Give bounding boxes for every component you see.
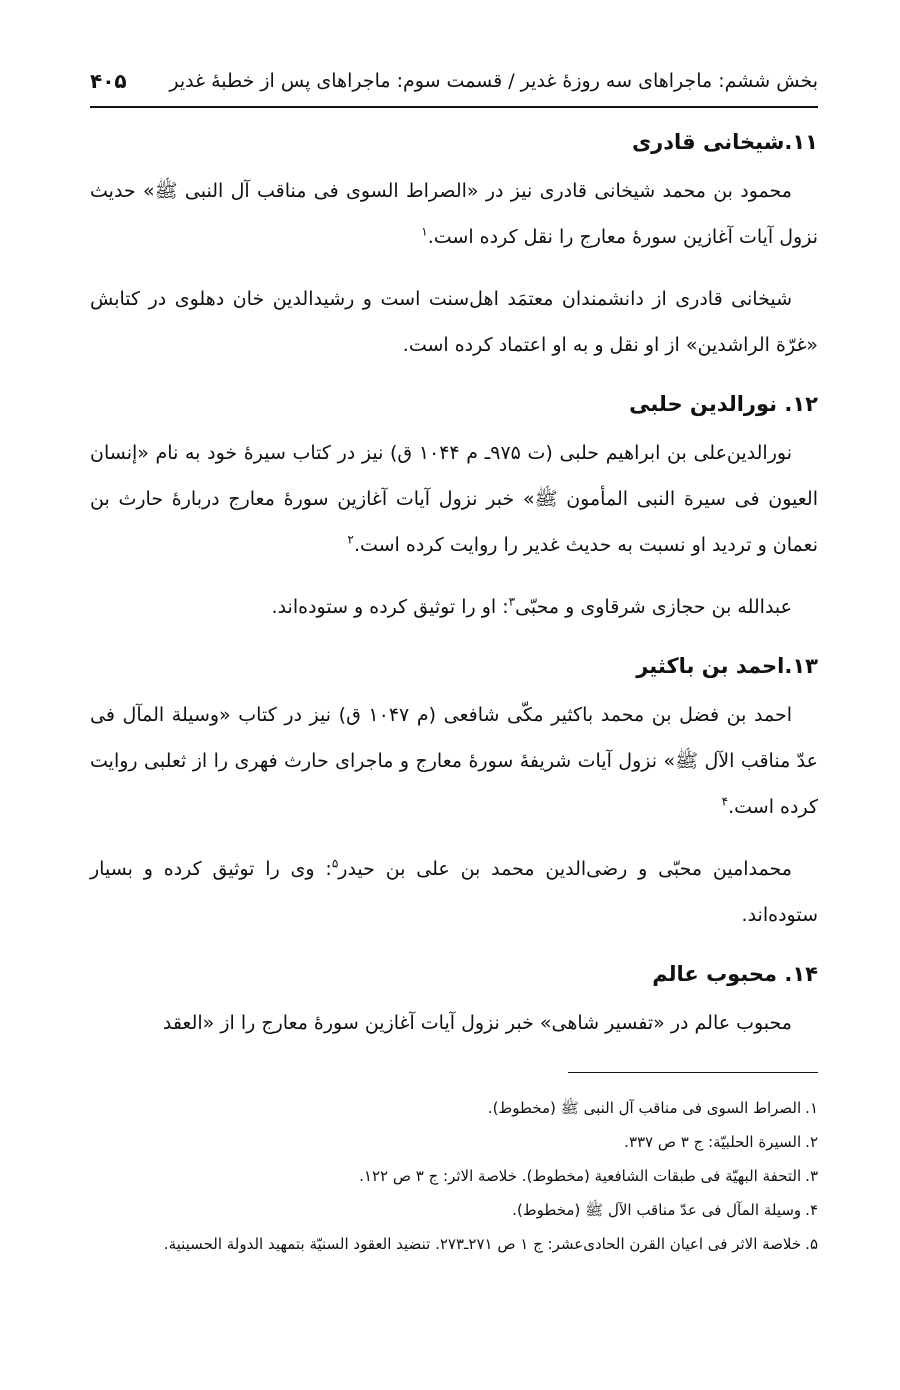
paragraph-text: محبوب عالم در «تفسیر شاهی» خبر نزول آیات آغازین سورهٔ معارج را از «العقد — [162, 1012, 792, 1034]
paragraph — [90, 1000, 818, 1046]
running-header — [90, 68, 818, 108]
footnote-number: ۴. — [805, 1201, 818, 1219]
book-page — [90, 68, 818, 1348]
paragraph-text: : وی را توثیق کرده و بسیار ستوده‌اند. — [90, 858, 818, 926]
footnote-ref[interactable]: ۱ — [421, 224, 428, 239]
footnote-number: ۲. — [805, 1133, 818, 1151]
paragraph — [90, 584, 818, 630]
footnote-text: خلاصة الاثر فی اعیان القرن الحادی‌عشر: ج ۱ ص ۲۷۱ـ۲۷۳. تنضید العقود السنیّة بتمهید الدولة الحسینیة. — [163, 1235, 802, 1253]
footnote-ref[interactable]: ۴ — [721, 794, 729, 809]
section-heading: ۱۴. محبوب عالم — [652, 962, 818, 986]
footnote — [90, 1193, 818, 1227]
paragraph-text: نورالدین‌علی بن ابراهیم حلبی (ت ۹۷۵ـ م ۱۰۴۴ ق) نیز در کتاب سیرهٔ خود به نام «إنسان العیون فی سیرة النبی المأمون ﷺ» خبر نزول آیات آغازین سورهٔ معارج دربارهٔ حارث بن نعمان و تردید او نسبت به حدیث غدیر را روایت کرده است. — [90, 442, 818, 556]
footnote-number: ۵. — [805, 1235, 818, 1253]
section-heading: ۱۱.شیخانی قادری — [631, 130, 818, 154]
footnote-text: وسیلة المآل فی عدّ مناقب الآل ﷺ (مخطوط). — [512, 1201, 802, 1219]
footnote-ref[interactable]: ۳ — [508, 594, 516, 609]
footnote-text: الصراط السوی فی مناقب آل النبی ﷺ (مخطوط). — [487, 1099, 802, 1117]
footnote — [90, 1125, 818, 1159]
footnote — [90, 1159, 818, 1193]
paragraph-text: محمود بن محمد شیخانی قادری نیز در «الصراط السوی فی مناقب آل النبی ﷺ» حدیث نزول آیات آغازین سورهٔ معارج را نقل کرده است. — [90, 180, 818, 248]
paragraph — [90, 430, 818, 568]
paragraph — [90, 846, 818, 938]
section-heading: ۱۲. نورالدین حلبی — [629, 392, 818, 416]
footnote-ref[interactable]: ۲ — [347, 532, 354, 547]
paragraph — [90, 692, 818, 830]
main-text — [90, 126, 818, 1046]
footnote — [90, 1227, 818, 1261]
paragraph-text: احمد بن فضل بن محمد باکثیر مکّی شافعی (م ۱۰۴۷ ق) نیز در کتاب «وسیلة المآل فی عدّ مناقب الآل ﷺ» نزول آیات شریفهٔ سورهٔ معارج و ماجرای حارث فهری را از ثعلبی روایت کرده است. — [90, 704, 818, 818]
paragraph-text: شیخانی قادری از دانشمندان معتمَد اهل‌سنت است و رشیدالدین خان دهلوی در کتابش «غرّة الراشدین» از او نقل و به او اعتماد کرده است. — [90, 288, 818, 356]
section-heading: ۱۳.احمد بن باکثیر — [636, 654, 818, 678]
paragraph — [90, 276, 818, 368]
page-number: ۴۰۵ — [90, 69, 127, 93]
paragraph-text: عبدالله بن حجازی شرقاوی و محبّی — [515, 596, 792, 618]
footnote — [90, 1091, 818, 1125]
footnotes — [90, 1091, 818, 1261]
paragraph-text: : او را توثیق کرده و ستوده‌اند. — [271, 596, 509, 618]
footnote-number: ۱. — [805, 1099, 818, 1117]
footnote-text: التحفة البهیّة فی طبقات الشافعیة (مخطوط). خلاصة الاثر: ج ۳ ص ۱۲۲. — [359, 1167, 802, 1185]
footnote-divider — [568, 1072, 818, 1073]
paragraph-text: محمدامین محبّی و رضی‌الدین محمد بن علی بن حیدر — [338, 858, 792, 880]
footnote-ref[interactable]: ۵ — [331, 856, 339, 871]
footnote-text: السیرة الحلبیّة: ج ۳ ص ۳۳۷. — [624, 1133, 802, 1151]
footnote-number: ۳. — [805, 1167, 818, 1185]
paragraph — [90, 168, 818, 260]
header-title: بخش ششم: ماجراهای سه روزهٔ غدیر / قسمت سوم: ماجراهای پس از خطبهٔ غدیر — [169, 70, 818, 92]
